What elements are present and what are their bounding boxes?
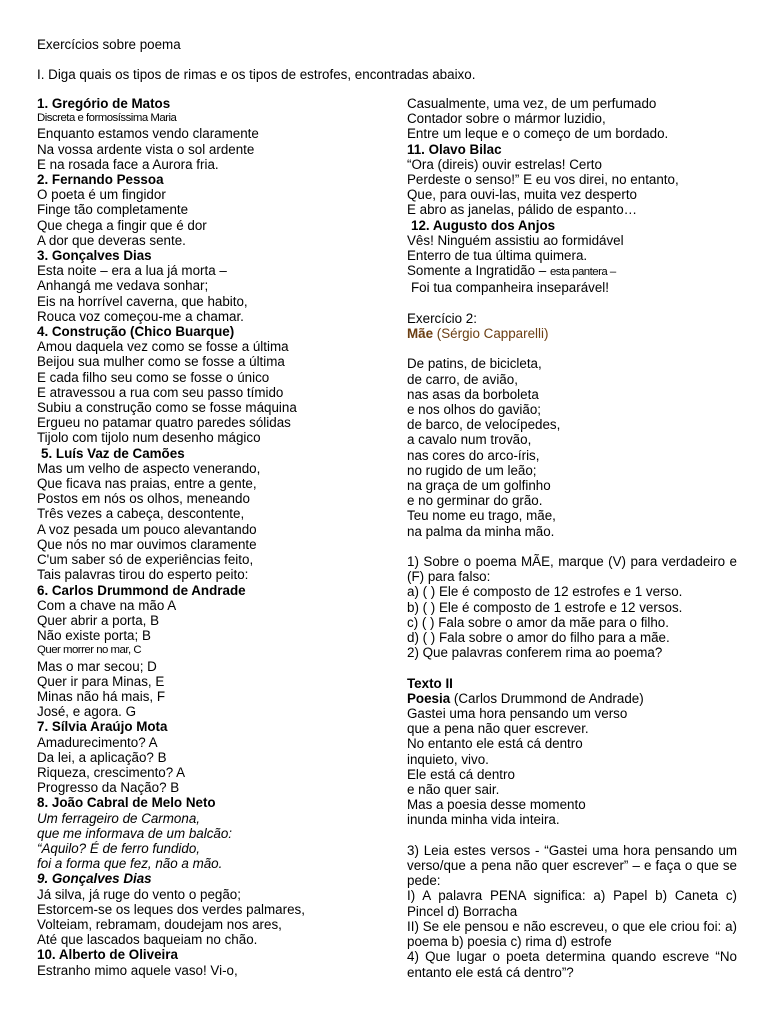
verse-line: Mas a poesia desse momento xyxy=(407,797,586,813)
poem-heading: 11. Olavo Bilac xyxy=(407,141,502,157)
verse-line: E abro as janelas, pálido de espanto… xyxy=(407,202,638,218)
verse-line: Riqueza, crescimento? A xyxy=(37,764,186,780)
verse-line: Anhangá me vedava sonhar; xyxy=(37,278,209,294)
verse-line: Mas o mar secou; D xyxy=(37,658,157,674)
verse-line: e no germinar do grão. xyxy=(407,493,543,509)
verse-line: Estorcem-se os leques dos verdes palmares, xyxy=(37,901,305,917)
verse-line: C'um saber só de experiências feito, xyxy=(37,552,254,568)
verse-line: Quer abrir a porta, B xyxy=(37,612,160,628)
verse-line: Não existe porta; B xyxy=(37,628,151,644)
poem-title: Mãe xyxy=(407,326,434,342)
verse-line: Vês! Ninguém assistiu ao formidável xyxy=(407,232,624,248)
poem-heading: 12. Augusto dos Anjos xyxy=(411,217,556,233)
poem-heading: 7. Sílvia Araújo Mota xyxy=(37,719,168,735)
left-column xyxy=(37,96,382,978)
verse-line: foi a forma que fez, não a mão. xyxy=(37,856,223,872)
verse-line: nas asas da borboleta xyxy=(407,386,539,402)
verse-line: Casualmente, uma vez, de um perfumado xyxy=(407,96,657,111)
verse-line: Progresso da Nação? B xyxy=(37,780,180,796)
verse-line: Esta noite – era a lua já morta – xyxy=(37,263,227,279)
verse-line: Tais palavras tirou do esperto peito: xyxy=(37,567,249,583)
verse-line: na palma da minha mão. xyxy=(407,523,555,539)
poem-subtitle: Discreta e formosíssima Maria xyxy=(37,112,177,125)
verse-line: Finge tão completamente xyxy=(37,202,189,218)
spacer xyxy=(407,660,737,675)
question-4: 4) Que lugar o poeta determina quando escreve “No entanto ele está cá dentro”? xyxy=(407,949,737,980)
verse-line: Que nós no mar ouvimos claramente xyxy=(37,536,257,552)
verse-line: Na vossa ardente vista o sol ardente xyxy=(37,141,255,157)
verse-line: Um ferrageiro de Carmona, xyxy=(37,810,200,826)
verse-line: Tijolo com tijolo num desenho mágico xyxy=(37,430,261,446)
question-3: 3) Leia estes versos - “Gastei uma hora pensando um verso/que a pena não quer escrever” – e faça o que se pede: xyxy=(407,842,737,889)
verse-line: “Aquilo? É de ferro fundido, xyxy=(37,840,201,856)
verse-line: “Ora (direis) ouvir estrelas! Certo xyxy=(407,156,602,172)
verse-line: Gastei uma hora pensando um verso xyxy=(407,706,628,722)
spacer xyxy=(407,341,737,356)
verse-line: Postos em nós os olhos, meneando xyxy=(37,491,250,507)
verse-line: que me informava de um balcão: xyxy=(37,825,233,841)
verse-line: Contador sobre o mármor luzidio, xyxy=(407,111,606,127)
spacer xyxy=(407,539,737,554)
verse-line: Ele está cá dentro xyxy=(407,766,515,782)
verse-line: Subiu a construção como se fosse máquina xyxy=(37,400,297,416)
verse-line: Estranho mimo aquele vaso! Vi-o, xyxy=(37,962,238,978)
verse-line: de barco, de velocípedes, xyxy=(407,417,561,433)
verse-line: Que chega a fingir que é dor xyxy=(37,217,207,233)
question-2: 2) Que palavras conferem rima ao poema? xyxy=(407,645,663,661)
poem-author: (Carlos Drummond de Andrade) xyxy=(450,690,644,706)
spacer xyxy=(407,828,737,843)
verse-line: De patins, de bicicleta, xyxy=(407,356,542,372)
poem-heading: 8. João Cabral de Melo Neto xyxy=(37,795,216,811)
poem-heading: 6. Carlos Drummond de Andrade xyxy=(37,582,246,598)
verse-line: Da lei, a aplicação? B xyxy=(37,749,167,765)
question-1: 1) Sobre o poema MÃE, marque (V) para verdadeiro e (F) para falso: xyxy=(407,554,737,585)
verse-line: Enterro de tua última quimera. xyxy=(407,248,588,264)
verse-line: Ergueu no patamar quatro paredes sólidas xyxy=(37,415,291,431)
verse-line: de carro, de avião, xyxy=(407,371,518,387)
verse-line: Quer ir para Minas, E xyxy=(37,673,165,689)
poem-heading: 5. Luís Vaz de Camões xyxy=(41,445,185,461)
verse-line: inunda minha vida inteira. xyxy=(407,812,560,828)
verse-line: Beijou sua mulher como se fosse a última xyxy=(37,354,285,370)
verse-line: Que ficava nas praias, entre a gente, xyxy=(37,476,257,492)
verse-line: No entanto ele está cá dentro xyxy=(407,736,583,752)
verse-line: nas cores do arco-íris, xyxy=(407,447,540,463)
verse-line: E cada filho seu como se fosse o único xyxy=(37,369,270,385)
poem-heading: 1. Gregório de Matos xyxy=(37,96,171,111)
question-item: I) A palavra PENA significa: a) Papel b) Caneta c) Pincel d) Borracha xyxy=(407,888,737,919)
verse-line: Quer morrer no mar, C xyxy=(37,644,142,657)
verse-line: Com a chave na mão A xyxy=(37,597,177,613)
poem-heading: 10. Alberto de Oliveira xyxy=(37,947,178,963)
verse-line: a cavalo num trovão, xyxy=(407,432,532,448)
verse-line: Até que lascados baqueiam no chão. xyxy=(37,932,258,948)
verse-line: e nos olhos do gavião; xyxy=(407,402,542,418)
verse-line: na graça de um golfinho xyxy=(407,478,551,494)
question-option: b) ( ) Ele é composto de 1 estrofe e 12 versos. xyxy=(407,599,683,615)
verse-line: Enquanto estamos vendo claramente xyxy=(37,126,259,142)
verse-line: que a pena não quer escrever. xyxy=(407,721,589,737)
poem-heading: 4. Construção (Chico Buarque) xyxy=(37,324,235,340)
verse-line-end: esta pantera – xyxy=(549,266,616,279)
verse-line: Perdeste o senso!” E eu vos direi, no entanto, xyxy=(407,172,679,188)
poem-title-line xyxy=(407,326,737,341)
verse-line: Já silva, já ruge do vento o pegão; xyxy=(37,886,241,902)
poem-title-line xyxy=(407,691,737,706)
exercise-label: Exercício 2: xyxy=(407,310,477,326)
verse-line: Amou daquela vez como se fosse a última xyxy=(37,339,289,355)
verse-line: O poeta é um fingidor xyxy=(37,187,166,203)
spacer xyxy=(407,296,737,311)
page-title: Exercícios sobre poema xyxy=(37,37,181,52)
poem-heading: 3. Gonçalves Dias xyxy=(37,248,152,264)
verse-line: E na rosada face a Aurora fria. xyxy=(37,156,219,172)
verse-line: Mas um velho de aspecto venerando, xyxy=(37,460,261,476)
verse-line: Teu nome eu trago, mãe, xyxy=(407,508,556,524)
question-option: c) ( ) Fala sobre o amor da mãe para o filho. xyxy=(407,614,669,630)
verse-line: A voz pesada um pouco alevantando xyxy=(37,521,257,537)
verse-line: José, e agora. G xyxy=(37,704,136,720)
verse-line: e não quer sair. xyxy=(407,782,500,798)
verse-line: Foi tua companheira inseparável! xyxy=(411,280,609,296)
verse-line: Eis na horrível caverna, que habito, xyxy=(37,293,248,309)
question-option: d) ( ) Fala sobre o amor do filho para a mãe. xyxy=(407,630,670,646)
verse-line: Entre um leque e o começo de um bordado. xyxy=(407,126,669,142)
verse-line: Três vezes a cabeça, descontente, xyxy=(37,506,245,522)
exercise-instruction: I. Diga quais os tipos de rimas e os tipos de estrofes, encontradas abaixo. xyxy=(37,67,476,82)
question-option: a) ( ) Ele é composto de 12 estrofes e 1 verso. xyxy=(407,584,683,600)
verse-line: Volteiam, rebramam, doudejam nos ares, xyxy=(37,916,282,932)
question-item: II) Se ele pensou e não escreveu, o que ele criou foi: a) poema b) poesia c) rima d) estrofe xyxy=(407,918,737,950)
right-column xyxy=(407,96,737,980)
verse-line: A dor que deveras sente. xyxy=(37,232,186,248)
verse-line: Minas não há mais, F xyxy=(37,688,166,704)
poem-title: Poesia xyxy=(407,690,451,706)
verse-line: Que, para ouvi-las, muita vez desperto xyxy=(407,187,637,203)
verse-line: E atravessou a rua com seu passo tímido xyxy=(37,384,284,400)
verse-line: Rouca voz começou-me a chamar. xyxy=(37,308,244,324)
verse-line: Amadurecimento? A xyxy=(37,734,158,750)
poem-heading: 2. Fernando Pessoa xyxy=(37,172,164,188)
verse-line: no rugido de um leão; xyxy=(407,462,537,478)
verse-line xyxy=(407,263,737,280)
text-ii-label: Texto II xyxy=(407,675,453,691)
verse-line: inquieto, vivo. xyxy=(407,751,489,767)
verse-line-start: Somente a Ingratidão – xyxy=(407,263,550,279)
poem-author: (Sérgio Capparelli) xyxy=(433,326,549,342)
poem-heading: 9. Gonçalves Dias xyxy=(37,871,152,887)
